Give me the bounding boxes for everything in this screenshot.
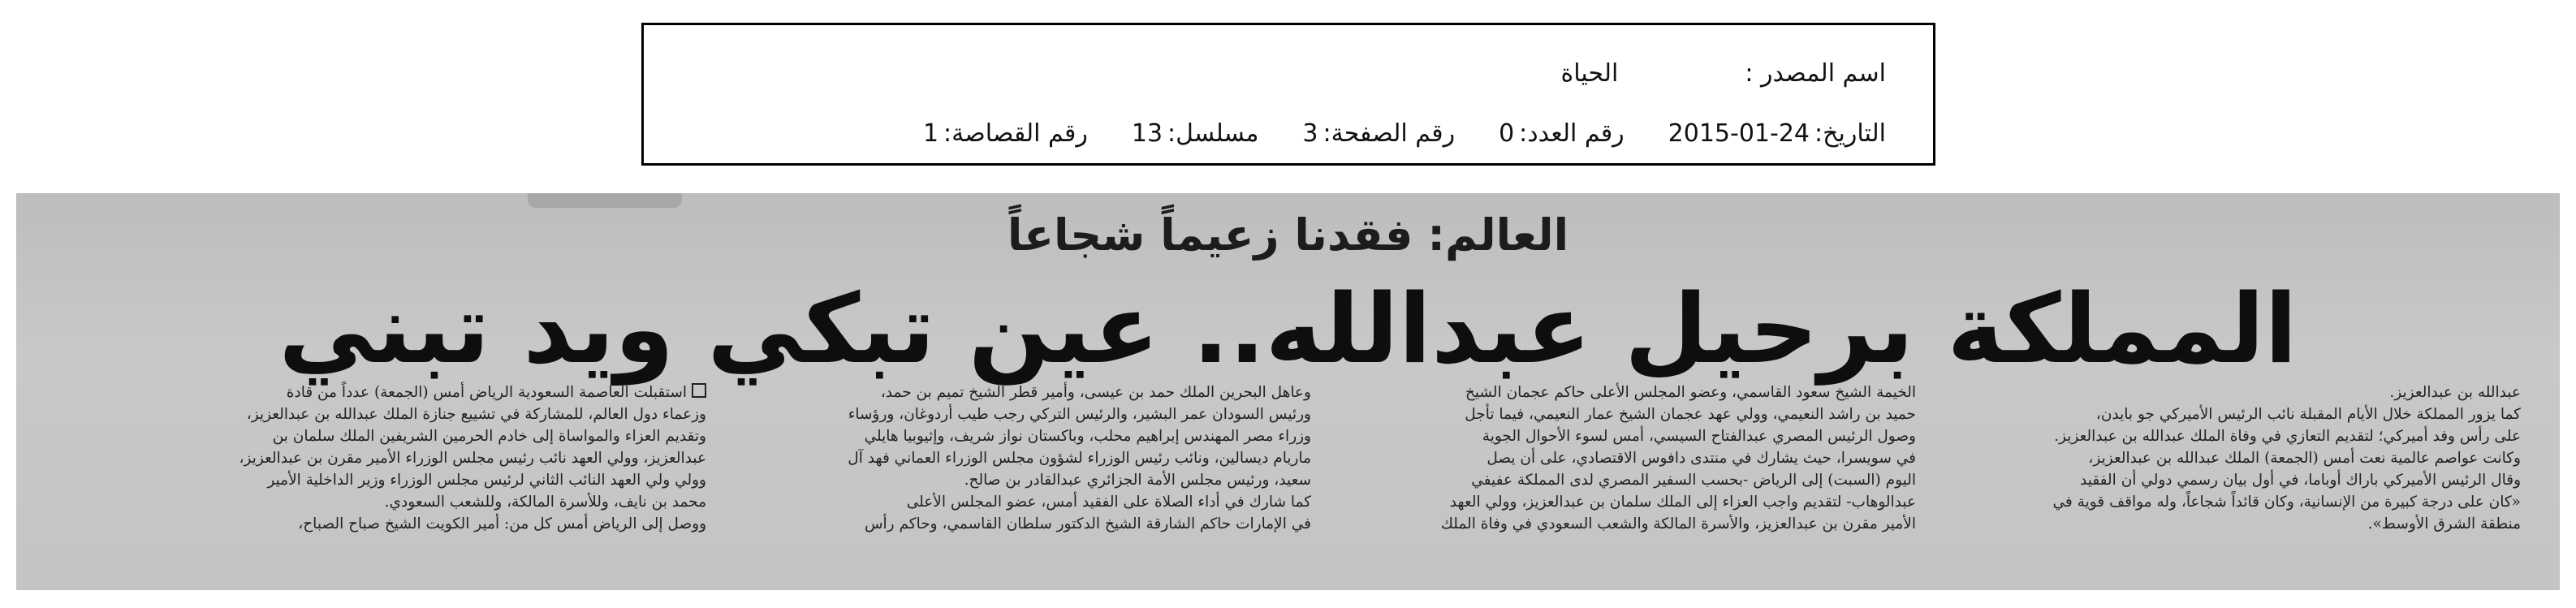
kicker-rest: فقدنا زعيماً شجاعاً <box>1007 209 1413 261</box>
column-line: كما شارك في أداء الصلاة على الفقيد أمس، عضو المجلس الأعلى <box>906 494 1311 511</box>
issue-value: 0 <box>1499 119 1515 148</box>
column-line: وقال الرئيس الأميركي باراك أوباما، في أول بيان رسمي دولي أن الفقيد <box>2080 472 2521 489</box>
serial-label: مسلسل: <box>1167 119 1259 148</box>
column-line: حميد بن راشد النعيمي، وولي عهد عجمان الشيخ عمار النعيمي، فيما تأجل <box>1465 406 1916 423</box>
column-line: عبدالوهاب- لتقديم واجب العزاء إلى الملك سلمان بن عبدالعزيز، وولي العهد <box>1449 494 1916 511</box>
bullet-square-icon <box>692 383 706 398</box>
date-value: 2015-01-24 <box>1668 119 1810 148</box>
column-line: على رأس وفد أميركي؛ لتقديم التعازي في وفاة الملك عبدالله بن عبدالعزيز. <box>2054 428 2521 445</box>
article-column-2 <box>727 382 1311 584</box>
column-line: في الإمارات حاكم الشارقة الشيخ الدكتور سلطان القاسمي، وحاكم رأس <box>864 515 1311 533</box>
newspaper-clipping <box>16 193 2560 590</box>
article-headline: المملكة برحيل عبدالله.. عين تبكي ويد تبني <box>278 273 2298 385</box>
article-column-4 <box>1936 382 2521 584</box>
column-line: استقبلت العاصمة السعودية الرياض أمس (الجمعة) عدداً من قادة <box>122 382 706 403</box>
column-line: اليوم (السبت) إلى الرياض -بحسب السفير المصري لدى المملكة عفيفي <box>1471 472 1916 489</box>
kicker-lead: العالم: <box>1427 209 1569 261</box>
article-kicker <box>16 209 2560 261</box>
date-field <box>1668 119 1886 148</box>
issue-field <box>1499 119 1625 148</box>
column-line: محمد بن نايف، وللأسرة المالكة، وللشعب السعودي. <box>384 494 706 511</box>
column-line: عبدالله بن عبدالعزيز. <box>2389 384 2521 401</box>
column-line: وولي ولي العهد النائب الثاني لرئيس مجلس الوزراء وزير الداخلية الأمير <box>267 472 706 489</box>
clip-number-field <box>923 119 1088 148</box>
issue-label: رقم العدد: <box>1519 119 1625 148</box>
source-label: اسم المصدر : <box>1745 59 1886 88</box>
clip-number-label: رقم القصاصة: <box>943 119 1088 148</box>
page-label: رقم الصفحة: <box>1323 119 1456 148</box>
column-line: وكانت عواصم عالمية نعت أمس (الجمعة) الملك عبدالله بن عبدالعزيز، <box>2088 450 2521 467</box>
torn-edge-mark <box>528 193 682 208</box>
column-line: وزراء مصر المهندس إبراهيم محلب، وباكستان نواز شريف، وإثيوبيا هايلي <box>864 428 1311 445</box>
article-column-3 <box>1331 382 1916 584</box>
clipping-metadata-box <box>641 23 1935 166</box>
column-line: سعيد، ورئيس مجلس الأمة الجزائري عبدالقادر بن صالح. <box>964 472 1311 489</box>
column-line: وتقديم العزاء والمواساة إلى خادم الحرمين الشريفين الملك سلمان بن <box>272 428 706 445</box>
source-value: الحياة <box>1560 59 1619 88</box>
column-line: «كان على درجة كبيرة من الإنسانية، وكان قائداً شجاعاً، وله مواقف قوية في <box>2052 494 2521 511</box>
column-line: عبدالعزيز، وولي العهد نائب رئيس مجلس الوزراء الأمير مقرن بن عبدالعزيز، <box>239 450 706 467</box>
column-line: الأمير مقرن بن عبدالعزيز، والأسرة المالكة والشعب السعودي في وفاة الملك <box>1440 515 1916 533</box>
column-line: وصول الرئيس المصري عبدالفتاح السيسي، أمس لسوء الأحوال الجوية <box>1482 428 1916 445</box>
details-row <box>923 119 1886 148</box>
column-line: في سويسرا، حيث يشارك في منتدى دافوس الاقتصادي، على أن يصل <box>1486 450 1916 467</box>
source-field <box>1740 59 1886 88</box>
column-line: ورئيس السودان عمر البشير، والرئيس التركي رجب طيب أردوغان، ورؤساء <box>848 406 1311 423</box>
serial-field <box>1132 119 1259 148</box>
column-line: وعاهل البحرين الملك حمد بن عيسى، وأمير قطر الشيخ تميم بن حمد، <box>880 384 1311 401</box>
column-line: كما يزور المملكة خلال الأيام المقبلة نائب الرئيس الأميركي جو بايدن، <box>2095 406 2521 423</box>
serial-value: 13 <box>1131 119 1163 148</box>
column-line: ماريام ديسالين، ونائب رئيس الوزراء لشؤون مجلس الوزراء العماني فهد آل <box>848 450 1311 467</box>
source-row <box>1561 59 1886 88</box>
article-column-1 <box>122 382 706 584</box>
column-line: الخيمة الشيخ سعود القاسمي، وعضو المجلس الأعلى حاكم عجمان الشيخ <box>1465 384 1916 401</box>
page-value: 3 <box>1302 119 1318 148</box>
date-label: التاريخ: <box>1814 119 1886 148</box>
page-field <box>1302 119 1455 148</box>
column-line: وزعماء دول العالم، للمشاركة في تشييع جنازة الملك عبدالله بن عبدالعزيز، <box>246 406 706 423</box>
article-body <box>122 382 2521 584</box>
column-line: منطقة الشرق الأوسط». <box>2367 515 2521 533</box>
clip-number-value: 1 <box>922 119 939 148</box>
column-line: ووصل إلى الرياض أمس كل من: أمير الكويت الشيخ صباح الصباح، <box>298 515 706 533</box>
